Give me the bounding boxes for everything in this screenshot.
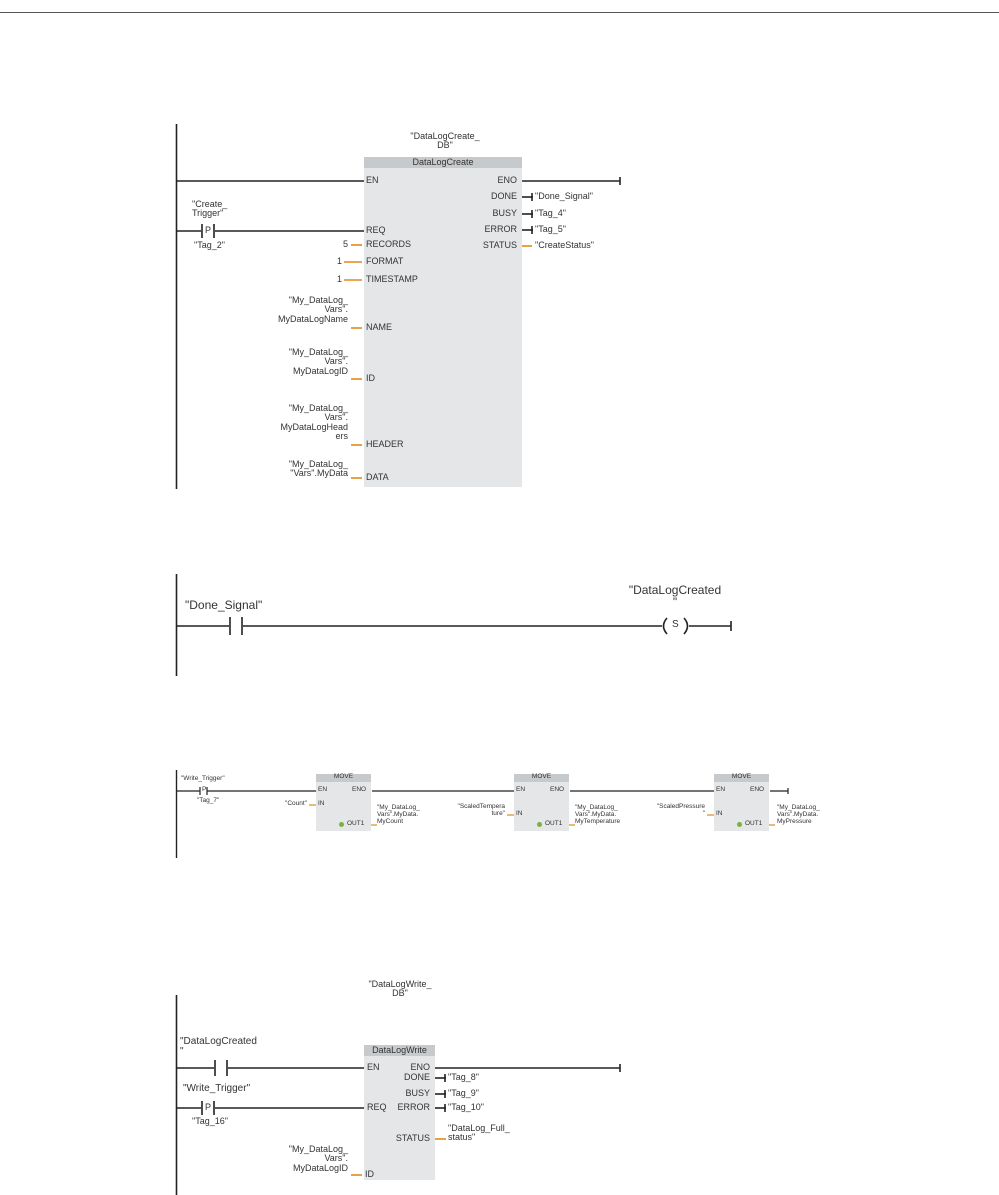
param-error: "Tag_5": [535, 224, 566, 234]
param-id: "My_DataLog_ Vars". MyDataLogID: [288, 1144, 348, 1173]
move-1-out1: OUT1: [347, 820, 365, 827]
write-trigger-label: "Write_Trigger": [181, 775, 225, 782]
pin-data: DATA: [366, 472, 389, 482]
move-3-in: IN: [716, 810, 723, 817]
move-2-en: EN: [516, 786, 526, 793]
param-busy: "Tag_4": [535, 208, 566, 218]
move-2-out-param: "My_DataLog_ Vars".MyData. MyTemperature: [575, 804, 621, 825]
move-1-out-param: "My_DataLog_ Vars".MyData. MyCount: [377, 804, 420, 825]
move-3-title: MOVE: [731, 773, 752, 780]
edge-memory-tag: "Tag_16": [192, 1116, 228, 1126]
move-3-in-param: "ScaledPressure ": [656, 803, 705, 817]
pin-name: NAME: [366, 322, 393, 332]
coil-datalogcreated-label: "DataLogCreated ": [628, 583, 722, 609]
param-format: 1: [336, 256, 342, 266]
set-coil-symbol[interactable]: S: [672, 619, 679, 630]
network-2-wires: [0, 560, 999, 690]
param-busy: "Tag_9": [448, 1088, 479, 1098]
param-status: "DataLog_Full_ status": [448, 1123, 510, 1143]
pin-busy: BUSY: [492, 208, 517, 218]
param-status: "CreateStatus": [535, 240, 594, 250]
contact-p-symbol[interactable]: P: [205, 225, 212, 235]
param-done: "Tag_8": [448, 1072, 479, 1082]
move-1-eno: ENO: [352, 786, 367, 793]
pin-done: DONE: [403, 1072, 430, 1082]
param-id: "My_DataLog_ Vars". MyDataLogID: [288, 347, 348, 376]
network-1-datalogcreate: [0, 0, 999, 500]
move-3-out1: OUT1: [745, 820, 763, 827]
instance-db-label: "DataLogCreate_ DB": [410, 131, 480, 151]
contact-write-trigger-label: "Write_Trigger": [183, 1083, 251, 1094]
network-2-set-coil: [0, 560, 999, 690]
pin-error: ERROR: [397, 1102, 430, 1112]
pin-records: RECORDS: [366, 239, 412, 249]
instance-db-label: "DataLogWrite_ DB": [368, 979, 432, 999]
move-1-out-icon: [339, 822, 344, 827]
contact-datalogcreated-label: "DataLogCreated ": [180, 1036, 257, 1057]
pin-eno: ENO: [410, 1062, 430, 1072]
move-2-out1: OUT1: [545, 820, 563, 827]
pin-en: EN: [366, 175, 379, 185]
param-error: "Tag_10": [448, 1102, 484, 1112]
move-2-title: MOVE: [531, 773, 552, 780]
move-1-in-param: "Count": [285, 800, 307, 807]
pin-error: ERROR: [484, 224, 517, 234]
pin-eno: ENO: [497, 175, 517, 185]
move-2-eno: ENO: [550, 786, 565, 793]
network-4-wires: [0, 960, 999, 1195]
move-1-in: IN: [318, 800, 325, 807]
block-title: DataLogWrite: [372, 1045, 427, 1055]
move-2-in-param: "ScaledTempera ture": [457, 803, 505, 817]
contact-done-signal-label: "Done_Signal": [185, 598, 263, 612]
pin-header: HEADER: [366, 439, 404, 449]
move-2-in: IN: [516, 810, 523, 817]
network-4-datalogwrite: [0, 960, 999, 1195]
contact-tag-label: "Create_ Trigger": [192, 199, 228, 218]
pin-done: DONE: [490, 191, 517, 201]
pin-req: REQ: [367, 1102, 387, 1112]
pin-en: EN: [367, 1062, 380, 1072]
param-data: "My_DataLog_ "Vars".MyData: [288, 459, 348, 479]
param-header: "My_DataLog_ Vars". MyDataLogHead ers: [280, 403, 348, 442]
contact-p-symbol[interactable]: P: [202, 786, 207, 793]
pin-format: FORMAT: [366, 256, 404, 266]
pin-busy: BUSY: [405, 1088, 430, 1098]
move-3-eno: ENO: [750, 786, 765, 793]
edge-memory-tag: "Tag_2": [194, 240, 225, 250]
block-title: DataLogCreate: [412, 157, 474, 167]
pin-req: REQ: [366, 225, 386, 235]
param-done: "Done_Signal": [535, 191, 593, 201]
move-1-en: EN: [318, 786, 328, 793]
move-1-title: MOVE: [333, 773, 354, 780]
move-3-out-icon: [737, 822, 742, 827]
pin-status: STATUS: [395, 1133, 430, 1143]
pin-status: STATUS: [482, 240, 517, 250]
pin-id: ID: [366, 373, 375, 383]
contact-p-symbol[interactable]: P: [205, 1102, 212, 1112]
network-3-move-chain: [0, 760, 999, 870]
param-name: "My_DataLog_ Vars". MyDataLogName: [277, 295, 348, 324]
pin-timestamp: TIMESTAMP: [366, 274, 418, 284]
move-3-en: EN: [716, 786, 726, 793]
param-records: 5: [342, 239, 348, 249]
move-2-out-icon: [537, 822, 542, 827]
pin-id: ID: [365, 1169, 374, 1179]
move-3-out-param: "My_DataLog_ Vars".MyData. MyPressure: [777, 804, 820, 825]
edge-memory-tag: "Tag_7": [197, 797, 220, 804]
param-timestamp: 1: [336, 274, 342, 284]
